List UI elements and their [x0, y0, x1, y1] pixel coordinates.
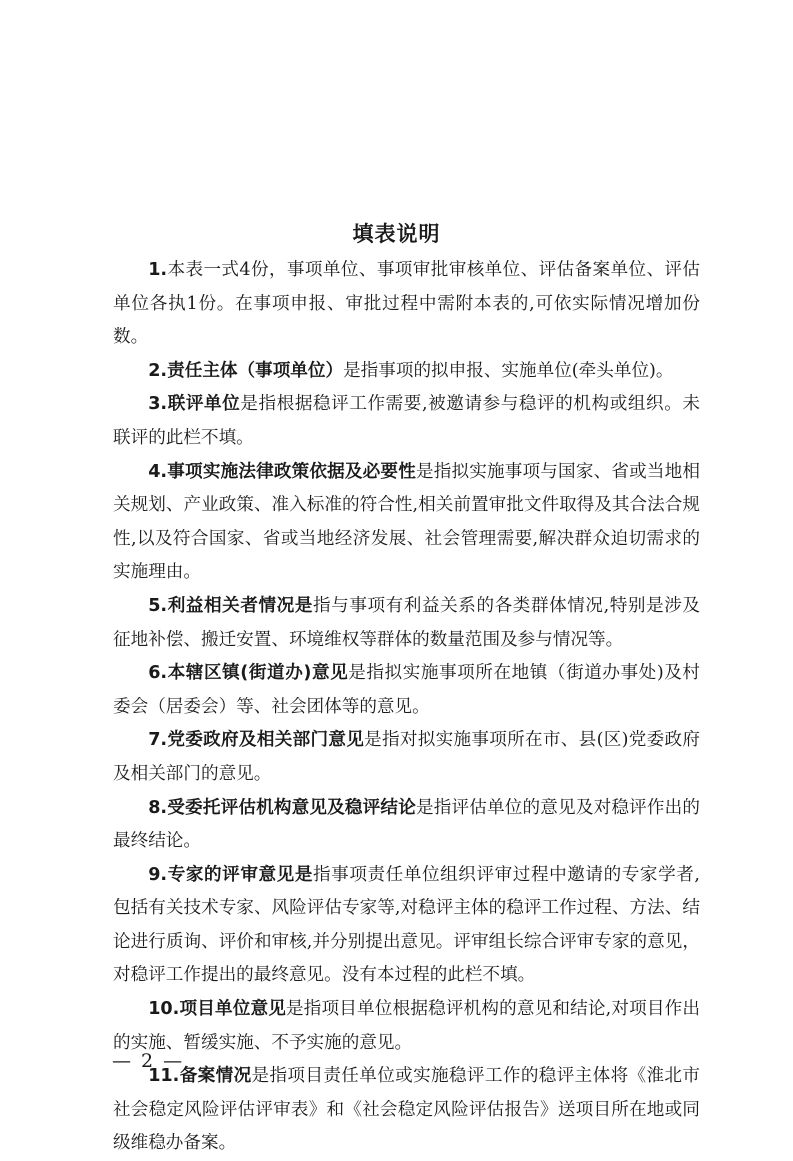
- item-number: 10.: [148, 999, 180, 1020]
- item-keyword: 事项实施法律政策依据及必要性: [167, 461, 416, 482]
- item-text: 是指拟实施事项所在地镇（街道办事处)及村委会（居委会）等、社会团体等的意见。: [113, 663, 700, 717]
- item-number: 9.: [148, 864, 168, 885]
- item-number: 7.: [148, 730, 168, 751]
- item-text: 是指拟实施事项与国家、省或当地相关规划、产业政策、准入标准的符合性,相关前置审批文件取得及其合法合规性,以及符合国家、省或当地经济发展、社会管理需要,解决群众迫切需求的实施理由。: [113, 461, 700, 583]
- instruction-item-7: [113, 724, 700, 791]
- instruction-item-4: [113, 456, 700, 590]
- page-title: 填表说明: [352, 222, 441, 246]
- instruction-item-5: [113, 590, 700, 657]
- instructions-body: [113, 254, 700, 1161]
- item-number: 8.: [148, 797, 168, 818]
- item-number: 1.: [148, 260, 168, 280]
- instruction-item-2: [113, 355, 700, 389]
- item-keyword: 联评单位: [167, 394, 241, 415]
- page-number: — 2 —: [112, 1050, 185, 1072]
- item-number: 2.: [148, 360, 168, 381]
- instruction-item-11: [113, 1060, 700, 1161]
- instruction-item-3: [113, 388, 700, 455]
- instruction-item-8: [113, 792, 700, 859]
- item-text: 是指对拟实施事项所在市、县(区)党委政府及相关部门的意见。: [113, 730, 700, 784]
- item-number: 11.: [148, 1066, 180, 1087]
- item-text: 指事项责任单位组织评审过程中邀请的专家学者,包括有关技术专家、风险评估专家等,对稳评主体的稳评工作过程、方法、结论进行质询、评价和审核,并分别提出意见。评审组长综合评审专家的意见，对稳评工作提出的最终意见。没有本过程的此栏不填。: [113, 864, 700, 986]
- item-number: 4.: [148, 461, 168, 482]
- item-keyword: 专家的评审意见是: [167, 864, 313, 885]
- item-text: 是指项目单位根据稳评机构的意见和结论,对项目作出的实施、暂缓实施、不予实施的意见。: [113, 999, 700, 1053]
- item-keyword: 党委政府及相关部门意见: [167, 730, 365, 751]
- item-text: 是指评估单位的意见及对稳评作出的最终结论。: [113, 797, 700, 852]
- item-number: 3.: [148, 394, 168, 415]
- item-keyword: 本辖区镇(街道办)意见: [167, 663, 349, 684]
- instruction-item-1: [113, 254, 700, 355]
- item-keyword: 利益相关者情况是: [167, 595, 313, 616]
- item-text: 是指根据稳评工作需要,被邀请参与稳评的机构或组织。未联评的此栏不填。: [113, 394, 700, 448]
- instruction-item-6: [113, 657, 700, 724]
- item-text: 指与事项有利益关系的各类群体情况,特别是涉及征地补偿、搬迁安置、环境维权等群体的数量范围及参与情况等。: [113, 595, 700, 650]
- item-number: 6.: [148, 663, 168, 684]
- item-text: 本表一式4份，事项单位、事项审批审核单位、评估备案单位、评估单位各执1份。在事项申报、审批过程中需附本表的,可依实际情况增加份数。: [113, 260, 700, 348]
- item-keyword: 备案情况: [179, 1066, 252, 1087]
- item-text: 是指项目责任单位或实施稳评工作的稳评主体将《淮北市社会稳定风险评估评审表》和《社会稳定风险评估报告》送项目所在地或同级维稳办备案。: [113, 1066, 700, 1154]
- instruction-item-9: [113, 859, 700, 993]
- item-keyword: 受委托评估机构意见及稳评结论: [167, 797, 416, 818]
- item-text: 是指事项的拟申报、实施单位(牵头单位)。: [343, 360, 674, 381]
- instruction-item-10: [113, 993, 700, 1060]
- item-number: 5.: [148, 595, 168, 616]
- item-keyword: 责任主体（事项单位）: [167, 360, 344, 381]
- item-keyword: 项目单位意见: [179, 999, 287, 1020]
